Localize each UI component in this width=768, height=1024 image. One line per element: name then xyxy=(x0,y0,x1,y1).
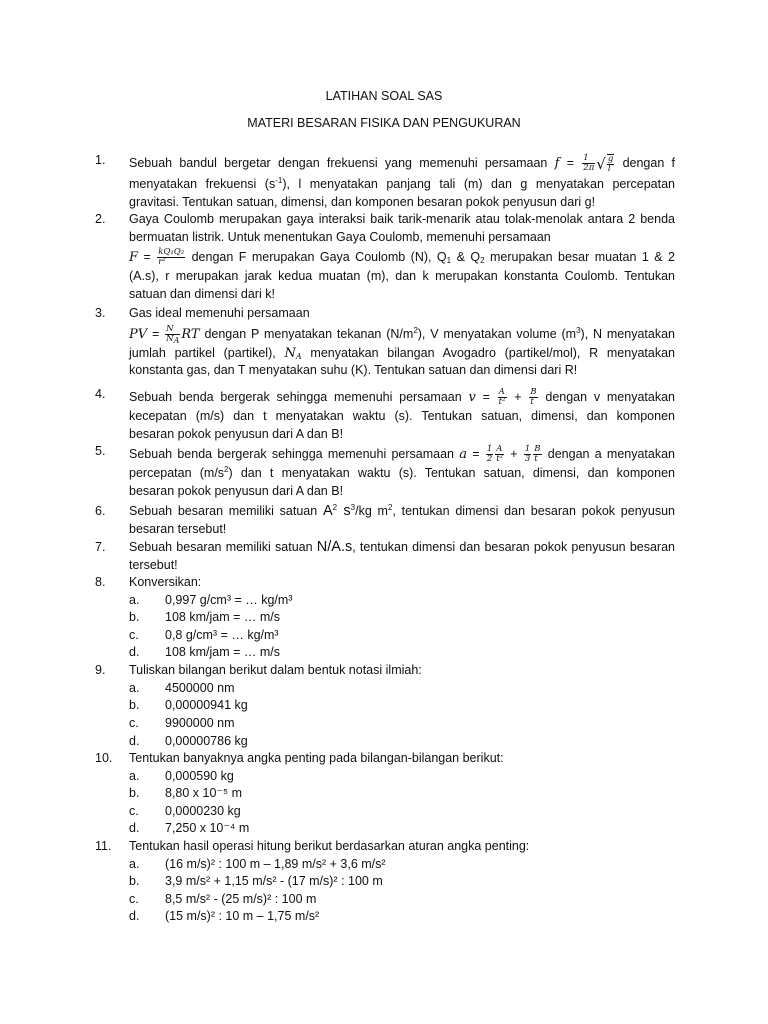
formula-ideal-gas: PV = $\frac{N}{N_A}$ RT xyxy=(129,323,200,345)
question-text: Sebuah besaran memiliki satuan xyxy=(129,504,318,518)
question-number: 7. xyxy=(95,540,106,554)
question-number: 1. xyxy=(95,153,106,167)
question-text: menyatakan bilangan Avogadro (partikel/mol), R menyatakan xyxy=(310,345,675,360)
question-number: 11. xyxy=(95,839,112,853)
question-text: Sebuah besaran memiliki satuan xyxy=(129,540,313,554)
question-text: Sebuah benda bergerak sehingga memenuhi persamaan xyxy=(129,390,462,404)
question-text: Sebuah benda bergerak sehingga memenuhi persamaan xyxy=(129,447,455,461)
unit-text: $A^2$ $s^3$ xyxy=(322,503,356,519)
question-text: Gaya Coulomb merupakan gaya interaksi baik tarik-menarik atau tolak-menolak antara 2 benda xyxy=(129,212,675,226)
question-text: , tentukan dimensi dan besaran pokok penyusun besaran xyxy=(352,540,675,554)
question-text: Tuliskan bilangan berikut dalam bentuk notasi ilmiah: xyxy=(129,663,422,677)
question-text: dengan F merupakan Gaya Coulomb (N), Q xyxy=(191,250,447,264)
question-text: Tentukan hasil operasi hitung berikut berdasarkan aturan angka penting: xyxy=(129,839,530,853)
question-text: kecepatan (m/s) dan t menyatakan waktu (s). Tentukan satuan, dimensi, dan komponen xyxy=(129,409,675,423)
question-text: satuan dan dimensi dari k! xyxy=(129,286,275,301)
question-text: gravitasi. Tentukan satuan, dimensi, dan komponen besaran pokok penyusun dari g! xyxy=(129,194,596,209)
question-text: dengan a menyatakan xyxy=(547,447,675,461)
document-page: LATIHAN SOAL SAS MATERI BESARAN FISIKA DAN PENGUKURAN 1. Sebuah bandul bergetar dengan frekuensi yang memenuhi persamaan f = $\frac{1}{2\pi}$ √ $\frac{g}{l}$ dengan f menyatakan frekuensi $(s^{-1})$, l menyatakan panjang tali (m) dan g menyatakan percepatan gravitasi. Tentukan satuan, dimensi, dan komponen besaran pokok penyusun dari g! 2. Gaya Coulomb merupakan gaya interaksi baik tarik-menarik atau tolak-menolak antara 2 benda bermuatan listrik. Untuk menentukan Gaya Coulomb, memenuhi persamaan F = $\frac{\text{kQ₁Q₂}}{\text{r²}}$ dengan F merupakan Gaya Coulomb (N), $Q_1$ & $Q_2$ merupakan besar muatan 1 & 2 (A.s), r merupakan jarak kedua muatan (m), dan k merupakan konstanta Coulomb. Tentukan satuan dan dimensi dari k! 3. Gas ideal memenuhi persamaan PV = $\frac{N}{N_A}$ RT dengan P menyatakan tekanan $(N/m^2)$, V menyatakan volume $(m^3)$, N menyatakan jumlah partikel (partikel), $N_A$ menyatakan bilangan Avogadro (partikel/mol), R menyatakan konstanta gas, dan T menyatakan suhu (K). Tentukan satuan dan dimensi dari R! 4. Sebuah benda bergerak sehingga memenuhi persamaan v = $\frac{A}{\text{t²}}$ + $\frac{B}{t}$ dengan v menyatakan kecepatan (m/s) dan t menyatakan waktu (s). Tentukan satuan, dimensi, dan komponen besaran pokok penyusun dari A dan B! 5. Sebuah benda bergerak sehingga memenuhi persamaan a = $\frac{1}{2}$ $\frac{A}{\text{t²}}$ + $\frac{1}{3}$ $\frac{B}{t}$ dengan a menyatakan percepatan $(m/s^2)$ dan t menyatakan waktu (s). Tentukan satuan, dimensi, dan komponen besaran pokok penyusun dari A dan B! 6. Sebuah besaran memiliki satuan $A^2$ $s^3/kg$ $m^2$, tentukan dimensi dan besaran pokok penyusun besaran tersebut! 7. Sebuah besaran memiliki satuan N/A.s, tentukan dimensi dan besaran pokok penyusun besaran tersebut! 8. Konversikan: a. 0,997 g/cm³ = … kg/m³ b. 108 km/jam = … m/s c. 0,8 g/cm³ = … kg/m³ d. 108 km/jam = … m/s 9. Tuliskan bilangan berikut dalam bentuk notasi ilmiah: a. 4500000 nm b. 0,00000941 kg c. 9900000 nm d. 0,00000786 kg 10. Tentukan banyaknya angka penting pada bilangan-bilangan berikut: a. 0,000590 kg b. 8,80 x 10⁻⁵ m c. 0,0000230 kg d. 7,250 x 10⁻⁴ m 11. Tentukan hasil operasi hitung berikut berdasarkan aturan angka penting: a. (16 m/s)² : 100 m – 1,89 m/s² + 3,6 m/s² b. 3,9 m/s² + 1,15 m/s² - (17 m/s)² : 100 m c. 8,5 m/s² - (25 m/s)² : 100 m d. (15 m/s)² : 10 m – 1,75 m/s² xyxy=(0,0,768,1024)
formula-acceleration: a = $\frac{1}{2}$ $\frac{A}{\text{t²}}$ + $\frac{1}{3}$ $\frac{B}{t}$ xyxy=(459,444,541,465)
question-text: dengan P menyatakan tekanan (N/m xyxy=(204,326,414,341)
question-text: , tentukan dimensi dan besaran pokok penyusun xyxy=(392,504,676,518)
question-text: (A.s), r merupakan jarak kedua muatan (m), dan k merupakan konstanta Coulomb. Tentukan xyxy=(129,269,675,283)
question-text: menyatakan frekuensi (s xyxy=(129,177,276,191)
unit-text: N/A.s xyxy=(316,539,353,555)
question-text: ) dan t menyatakan waktu (s). Tentukan satuan, dimensi, dan komponen xyxy=(228,466,675,480)
question-text: bermuatan listrik. Untuk menentukan Gaya Coulomb, memenuhi persamaan xyxy=(129,229,551,244)
question-text: ), l menyatakan panjang tali (m) dan g menyatakan percepatan xyxy=(282,177,675,191)
question-number: 8. xyxy=(95,575,106,589)
question-text: jumlah partikel (partikel), xyxy=(129,345,276,360)
formula-frequency: f = $\frac{1}{2\pi}$ √ $\frac{g}{l}$ xyxy=(554,153,614,174)
question-text: konstanta gas, dan T menyatakan suhu (K). Tentukan satuan dan dimensi dari R! xyxy=(129,363,578,377)
question-text: ), N menyatakan xyxy=(580,326,675,341)
question-text: besaran pokok penyusun dari A dan B! xyxy=(129,483,344,498)
question-number: 3. xyxy=(95,306,106,320)
question-text: percepatan (m/s xyxy=(129,466,225,480)
question-text: besaran pokok penyusun dari A dan B! xyxy=(129,426,344,441)
question-number: 10. xyxy=(95,751,113,765)
document-subtitle: MATERI BESARAN FISIKA DAN PENGUKURAN xyxy=(247,116,521,130)
document-title: LATIHAN SOAL SAS xyxy=(325,89,443,103)
question-text: dengan v menyatakan xyxy=(545,390,675,404)
question-text: /kg m xyxy=(355,504,388,518)
question-text: Tentukan banyaknya angka penting pada bilangan-bilangan berikut: xyxy=(129,751,504,765)
question-number: 9. xyxy=(95,663,106,677)
formula-coulomb: F = $\frac{\text{kQ₁Q₂}}{\text{r²}}$ xyxy=(129,247,185,268)
question-text: Konversikan: xyxy=(129,575,202,589)
question-number: 5. xyxy=(95,444,106,458)
question-text: merupakan besar muatan 1 & 2 xyxy=(484,250,676,264)
question-text: Gas ideal memenuhi persamaan xyxy=(129,306,310,320)
question-text: tersebut! xyxy=(129,557,178,572)
question-number: 4. xyxy=(95,387,106,401)
question-text: dengan f xyxy=(622,156,675,170)
question-number: 2. xyxy=(95,212,106,226)
question-text: besaran tersebut! xyxy=(129,521,227,536)
formula-velocity: v = $\frac{A}{\text{t²}}$ + $\frac{B}{t}$ xyxy=(468,387,537,408)
question-text: & Q xyxy=(451,250,481,264)
question-text: Sebuah bandul bergetar dengan frekuensi yang memenuhi persamaan xyxy=(129,156,548,170)
question-number: 6. xyxy=(95,504,106,518)
question-text: ), V menyatakan volume (m xyxy=(417,326,577,341)
